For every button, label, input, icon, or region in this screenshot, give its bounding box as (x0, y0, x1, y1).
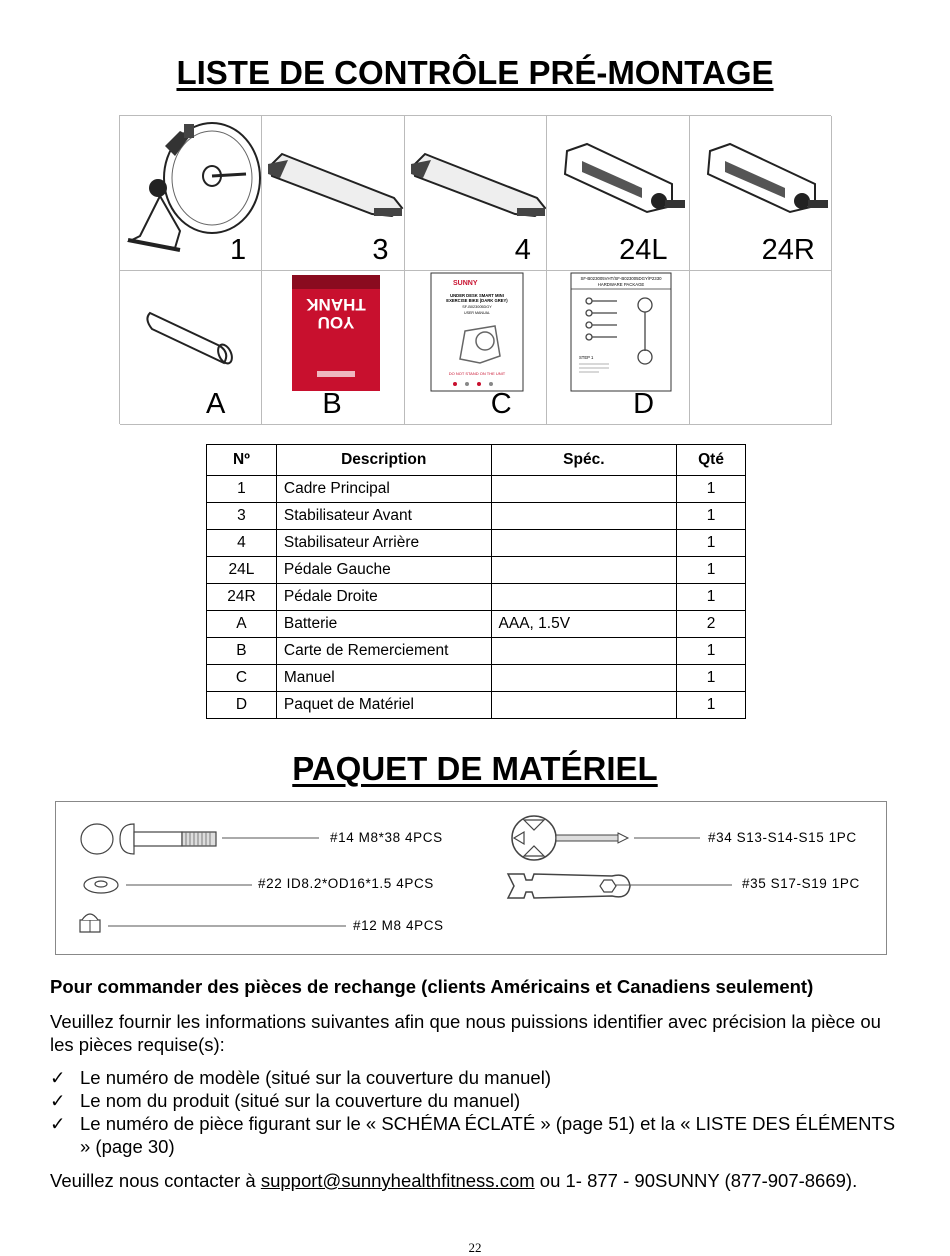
cell-no: C (207, 665, 277, 692)
header-spec: Spéc. (491, 445, 677, 476)
contact-prefix: Veuillez nous contacter à (50, 1170, 261, 1191)
part-cell-front-stabilizer (262, 116, 404, 271)
bolt-label: #14 M8*38 4PCS (330, 830, 443, 845)
cell-spec (491, 584, 677, 611)
cell-no: B (207, 638, 277, 665)
cell-no: 3 (207, 503, 277, 530)
part-cell-left-pedal (547, 116, 689, 271)
part-label: A (206, 388, 226, 420)
manual-drawing (405, 271, 547, 425)
allen-tool-label: #34 S13-S14-S15 1PC (708, 830, 857, 845)
part-cell-hardware-package (547, 271, 689, 425)
part-label: 3 (372, 234, 389, 266)
part-label: C (490, 388, 512, 420)
list-item-text: Le nom du produit (situé sur la couverture du manuel) (80, 1090, 521, 1111)
cell-desc: Batterie (276, 611, 491, 638)
check-icon: ✓ (50, 1113, 66, 1134)
cell-desc: Cadre Principal (276, 476, 491, 503)
cell-qty: 1 (677, 557, 746, 584)
part-label: 24L (619, 234, 668, 266)
cell-no: A (207, 611, 277, 638)
table-row (207, 692, 746, 719)
bolt-drawing (81, 824, 319, 854)
pkg-header2: HARDWARE PACKAGE (597, 282, 645, 287)
cell-qty: 1 (677, 692, 746, 719)
cell-qty: 1 (677, 584, 746, 611)
nut-drawing (80, 914, 346, 932)
table-row (207, 611, 746, 638)
cell-spec (491, 503, 677, 530)
part-cell-manual (405, 271, 547, 425)
cell-no: 24R (207, 584, 277, 611)
table-row (207, 584, 746, 611)
cell-qty: 1 (677, 503, 746, 530)
cell-spec: AAA, 1.5V (491, 611, 677, 638)
left-pedal-drawing (547, 116, 689, 271)
cell-desc: Paquet de Matériel (276, 692, 491, 719)
cell-desc: Stabilisateur Arrière (276, 530, 491, 557)
order-intro: Veuillez fournir les informations suivantes afin que nous puissions identifier avec précision la pièce ou les pièces requise(s): (50, 1011, 881, 1055)
manual-footer: DO NOT STAND ON THE UNIT (448, 371, 506, 376)
part-cell-main-frame (120, 116, 262, 271)
cell-qty: 1 (677, 665, 746, 692)
cell-no: 24L (207, 557, 277, 584)
table-row (207, 638, 746, 665)
cell-desc: Pédale Gauche (276, 557, 491, 584)
manual-line2: EXERCISE BIKE (DARK GREY) (446, 298, 508, 303)
table-row (207, 530, 746, 557)
cell-spec (491, 530, 677, 557)
list-item-text: Le numéro de modèle (situé sur la couverture du manuel) (80, 1067, 551, 1088)
cell-no: 4 (207, 530, 277, 557)
part-label: B (322, 388, 342, 420)
cell-qty: 2 (677, 611, 746, 638)
part-cell-right-pedal (690, 116, 832, 271)
order-heading: Pour commander des pièces de rechange (clients Américains et Canadiens seulement) (50, 976, 814, 997)
battery-drawing (120, 271, 262, 425)
list-item-text: Le numéro de pièce figurant sur le « SCHÉMA ÉCLATÉ » (page 51) et la « LISTE DES ÉLÉMENTS » (page 30) (80, 1113, 896, 1157)
support-email-link[interactable]: support@sunnyhealthfitness.com (260, 1170, 535, 1191)
manual-brand: SUNNY (452, 280, 478, 287)
nut-label: #12 M8 4PCS (353, 918, 444, 933)
cell-spec (491, 638, 677, 665)
cell-desc: Pédale Droite (276, 584, 491, 611)
wrench-drawing (508, 874, 732, 898)
allen-tool-drawing (512, 816, 700, 860)
check-icon: ✓ (50, 1067, 66, 1088)
table-row (207, 665, 746, 692)
cell-spec (491, 692, 677, 719)
part-cell-battery (120, 271, 262, 425)
table-row (207, 476, 746, 503)
contact-paragraph (50, 1169, 900, 1192)
parts-grid (119, 115, 831, 424)
parts-table (206, 444, 746, 719)
header-qty: Qté (677, 445, 746, 476)
contact-suffix: ou 1- 877 - 90SUNNY (877-907-8669). (534, 1170, 858, 1191)
wrench-label: #35 S17-S19 1PC (742, 876, 860, 891)
cell-no: D (207, 692, 277, 719)
cell-no: 1 (207, 476, 277, 503)
cell-desc: Manuel (276, 665, 491, 692)
manual-line1: UNDER DESK SMART MINI (449, 293, 504, 298)
manual-sub: USER MANUAL (463, 311, 490, 315)
check-icon: ✓ (50, 1090, 66, 1111)
part-label: 4 (514, 234, 531, 266)
cell-desc: Stabilisateur Avant (276, 503, 491, 530)
manual-model: SF-B023005DGY (462, 305, 492, 309)
pkg-step: STEP 1 (579, 355, 594, 360)
table-header-row (207, 445, 746, 476)
cell-spec (491, 476, 677, 503)
header-no: Nº (207, 445, 277, 476)
thank-text: THANK (306, 295, 367, 314)
cell-qty: 1 (677, 638, 746, 665)
cell-qty: 1 (677, 476, 746, 503)
cell-spec (491, 665, 677, 692)
empty-cell (690, 271, 832, 425)
cell-desc: Carte de Remerciement (276, 638, 491, 665)
table-row (207, 503, 746, 530)
cell-spec (491, 557, 677, 584)
table-row (207, 557, 746, 584)
washer-drawing (84, 877, 252, 893)
washer-label: #22 ID8.2*OD16*1.5 4PCS (258, 876, 434, 891)
cell-qty: 1 (677, 530, 746, 557)
page-number: 22 (468, 1240, 482, 1255)
pkg-header1: SF-B023005VHT/SF-B023005DGY/P2330 (580, 276, 662, 281)
header-description: Description (276, 445, 491, 476)
hardware-box (55, 801, 887, 955)
part-label: D (633, 388, 655, 420)
hardware-title: PAQUET DE MATÉRIEL (292, 750, 658, 787)
part-label: 24R (761, 234, 815, 266)
part-label: 1 (230, 234, 247, 266)
you-text: YOU (317, 313, 355, 332)
hardware-package-drawing (547, 271, 689, 425)
part-cell-rear-stabilizer (405, 116, 547, 271)
part-cell-thank-card (262, 271, 404, 425)
checklist-title: LISTE DE CONTRÔLE PRÉ-MONTAGE (176, 54, 774, 91)
